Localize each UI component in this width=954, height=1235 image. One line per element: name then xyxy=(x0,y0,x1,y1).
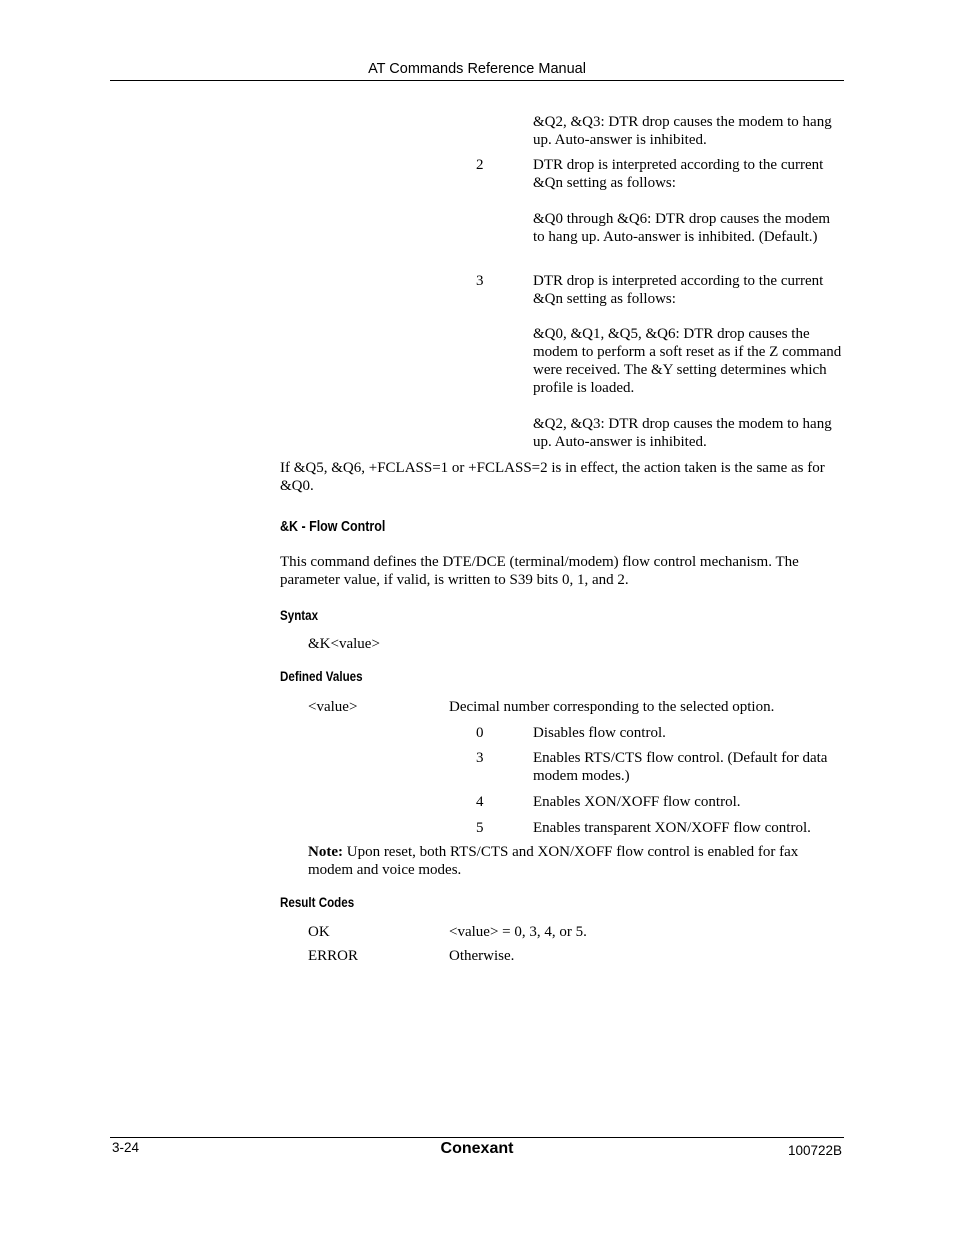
option-number-2: 2 xyxy=(476,157,484,173)
section-description: This command defines the DTE/DCE (terminal/modem) flow control mechanism. The parameter value, if valid, is written to S39 bits 0, 1, and 2. xyxy=(280,554,799,588)
footer-rule xyxy=(110,1137,844,1138)
param-name: <value> xyxy=(308,699,358,715)
syntax-value: &K<value> xyxy=(308,636,380,652)
param-description: Decimal number corresponding to the selected option. xyxy=(449,699,775,715)
option-3-intro: DTR drop is interpreted according to the current &Qn setting as follows: xyxy=(533,273,824,307)
page-header xyxy=(110,61,844,77)
reset-note xyxy=(308,843,838,879)
note-label: Note: xyxy=(308,844,343,860)
flow-option-desc: Enables transparent XON/XOFF flow control. xyxy=(533,820,811,836)
flow-option-number: 4 xyxy=(476,794,484,810)
flow-option-number: 5 xyxy=(476,820,484,836)
option-3-detail-b: &Q2, &Q3: DTR drop causes the modem to hang up. Auto-answer is inhibited. xyxy=(533,416,832,450)
result-code: OK xyxy=(308,924,330,940)
q2q3-paragraph: &Q2, &Q3: DTR drop causes the modem to hang up. Auto-answer is inhibited. xyxy=(533,114,832,148)
section-title: &K - Flow Control xyxy=(280,519,386,535)
flow-option-number: 0 xyxy=(476,725,484,741)
result-desc: <value> = 0, 3, 4, or 5. xyxy=(449,924,587,940)
flow-option-desc: Enables XON/XOFF flow control. xyxy=(533,794,741,810)
note-text: Upon reset, both RTS/CTS and XON/XOFF flow control is enabled for fax modem and voice modes. xyxy=(308,844,799,878)
result-code: ERROR xyxy=(308,948,359,964)
flow-option-desc: Disables flow control. xyxy=(533,725,666,741)
option-2-detail: &Q0 through &Q6: DTR drop causes the modem to hang up. Auto-answer is inhibited. (Default.) xyxy=(533,211,831,245)
syntax-heading: Syntax xyxy=(280,608,319,623)
footer-doc-number: 100722B xyxy=(787,1143,842,1158)
fclass-note: If &Q5, &Q6, +FCLASS=1 or +FCLASS=2 is in effect, the action taken is the same as for &Q0. xyxy=(280,460,825,494)
option-3-detail-a: &Q0, &Q1, &Q5, &Q6: DTR drop causes the modem to perform a soft reset as if the Z command were received. The &Y setting determines which profile is loaded. xyxy=(533,326,842,396)
option-2-intro: DTR drop is interpreted according to the current &Qn setting as follows: xyxy=(533,157,824,191)
flow-option-desc: Enables RTS/CTS flow control. (Default for data modem modes.) xyxy=(533,750,828,784)
flow-option-number: 3 xyxy=(476,750,484,766)
result-desc: Otherwise. xyxy=(449,948,515,964)
header-rule xyxy=(110,80,844,81)
header-title: AT Commands Reference Manual xyxy=(368,61,586,77)
result-codes-heading: Result Codes xyxy=(280,895,355,910)
defined-values-heading: Defined Values xyxy=(280,669,363,684)
option-number-3: 3 xyxy=(476,273,484,289)
footer-page-number: 3-24 xyxy=(112,1140,140,1155)
footer-company: Conexant xyxy=(440,1140,514,1157)
